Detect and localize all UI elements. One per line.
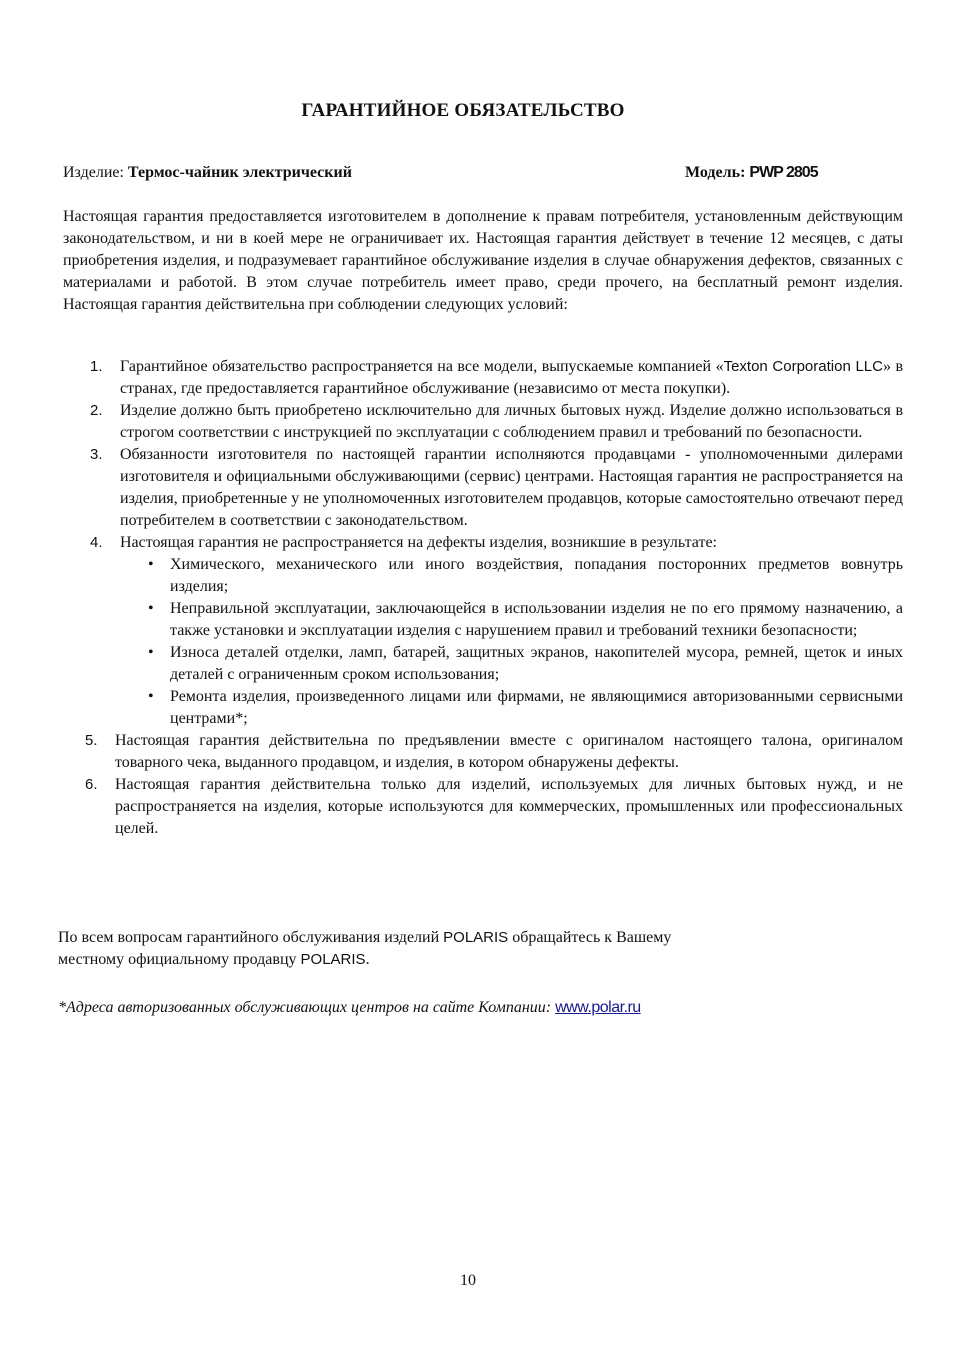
intro-paragraph: Настоящая гарантия предоставляется изготовителем в дополнение к правам потребителя, установленным действующим законодательством, и ни в коей мере не ограничивает их. Настоящая гарантия действует в течение 12 месяцев, с даты приобретения изделия, и подразумевает гарантийное обслуживание изделия в случае обнаружения дефектов, связанных с материалами и работой. В этом случае потребитель имеет право, среди прочего, на бесплатный ремонт изделия. Настоящая гарантия действительна при соблюдении следующих условий: (63, 208, 903, 313)
model-field (685, 164, 818, 182)
product-label: Изделие: (63, 164, 128, 181)
exclusion-text: Износа деталей отделки, ламп, батарей, защитных экранов, накопителей мусора, ремней, щеток и иных деталей с ограниченным сроком использования; (170, 644, 903, 683)
exclusions-list (120, 554, 903, 730)
contact-paragraph (58, 927, 818, 971)
condition-text: Настоящая гарантия действительна только для изделий, используемых для личных бытовых нужд, и не распространяется на изделия, которые используются для коммерческих, промышленных или профессиональных целей. (115, 776, 903, 837)
contact-text: . (365, 951, 370, 968)
product-value: Термос-чайник электрический (127, 164, 352, 181)
exclusion-text: Химического, механического или иного воздействия, попадания посторонних предметов вовнутрь изделия; (170, 556, 903, 595)
page-number: 10 (460, 1272, 476, 1289)
website-link[interactable]: www.polar.ru (555, 999, 641, 1016)
exclusion-item (120, 598, 903, 642)
exclusion-item (120, 642, 903, 686)
condition-text: Настоящая гарантия не распространяется на дефекты изделия, возникшие в результате: (120, 534, 717, 551)
condition-number: 2. (90, 402, 103, 419)
product-info-row (63, 164, 853, 186)
bullet-icon: • (148, 688, 154, 705)
condition-number: 3. (90, 446, 103, 463)
condition-text: Обязанности изготовителя по настоящей гарантии исполняются продавцами - уполномоченными дилерами изготовителя и официальными обслуживающими (сервис) центрами. Настоящая гарантия не распространяется на изделия, приобретенные у не уполномоченных изготовителем продавцов, которые самостоятельно отвечают перед потребителем в соответствии с законодательством. (120, 446, 903, 529)
contact-text: По всем вопросам гарантийного обслуживания изделий (58, 929, 444, 946)
condition-number: 5. (85, 732, 98, 749)
condition-text-cont: » в странах, где предоставляется гарантийное обслуживание (независимо от места покупки). (120, 358, 904, 397)
brand-name: POLARIS (443, 929, 509, 946)
condition-number: 4. (90, 534, 103, 551)
condition-item (63, 730, 903, 774)
model-label: Модель: (685, 164, 750, 181)
model-value: PWP 2805 (749, 164, 818, 181)
condition-item (63, 400, 903, 444)
condition-text: Изделие должно быть приобретено исключительно для личных бытовых нужд. Изделие должно использоваться в строгом соответствии с инструкцией по эксплуатации с соблюдением правил и требований по безопасности. (120, 402, 903, 441)
product-field (63, 164, 352, 182)
condition-item (63, 356, 903, 400)
condition-text: Настоящая гарантия действительна по предъявлении вместе с оригиналом настоящего талона, оригиналом товарного чека, выданного продавцом, и изделия, в котором обнаружены дефекты. (115, 732, 903, 771)
company-name: Texton Corporation LLC (723, 358, 883, 375)
conditions-list (63, 356, 903, 840)
bullet-icon: • (148, 644, 154, 661)
exclusion-text: Неправильной эксплуатации, заключающейся в использовании изделия не по его прямому назначению, а также установки и эксплуатации изделия с нарушением правил и требований техники безопасности; (170, 600, 903, 639)
footnote (58, 999, 858, 1017)
condition-item (63, 774, 903, 840)
exclusion-text: Ремонта изделия, произведенного лицами или фирмами, не являющимися авторизованными сервисными центрами*; (170, 688, 903, 727)
condition-item (63, 444, 903, 532)
contact-text: обращайтесь к Вашему (508, 929, 672, 946)
condition-item (63, 532, 903, 730)
page-title: ГАРАНТИЙНОЕ ОБЯЗАТЕЛЬСТВО (301, 100, 625, 121)
exclusion-item (120, 554, 903, 598)
condition-text: Гарантийное обязательство распространяется на все модели, выпускаемые компанией « (120, 358, 724, 375)
bullet-icon: • (148, 600, 154, 617)
bullet-icon: • (148, 556, 154, 573)
condition-number: 1. (90, 358, 103, 375)
brand-name: POLARIS (300, 951, 366, 968)
footnote-text: *Адреса авторизованных обслуживающих центров на сайте Компании: (58, 999, 556, 1016)
exclusion-item (120, 686, 903, 730)
contact-text: местному официальному продавцу (58, 951, 301, 968)
condition-number: 6. (85, 776, 98, 793)
